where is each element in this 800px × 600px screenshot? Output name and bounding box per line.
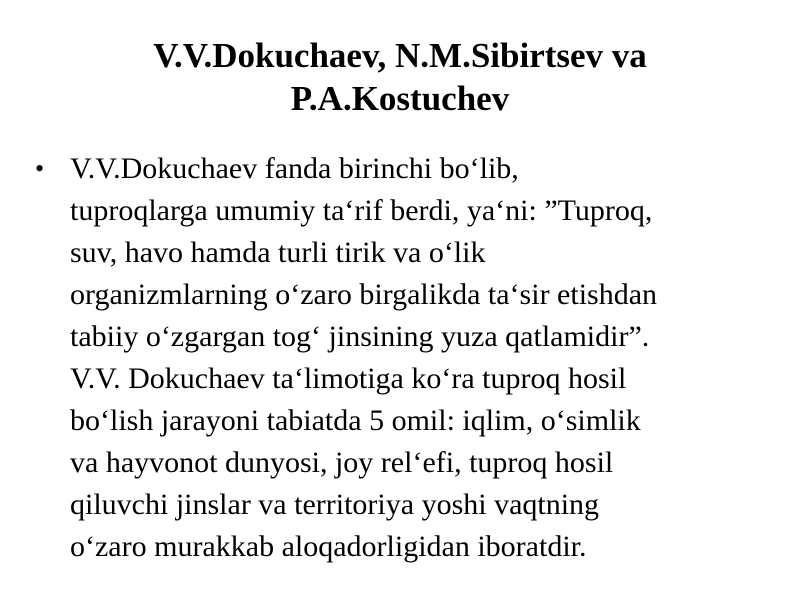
bullet-item [32, 148, 777, 568]
bullet-text [70, 148, 657, 568]
body-line-3: suv, havo hamda turli tirik va o‘lik [70, 236, 486, 269]
body-line-8: va hayvonot dunyosi, joy rel‘efi, tuproq hosil [70, 446, 614, 479]
title-line-1: V.V.Dokuchaev, N.M.Sibirtsev va [153, 36, 647, 75]
body-line-10: o‘zaro murakkab aloqadorligidan iboratdir. [70, 530, 587, 563]
body-line-2: tuproqlarga umumiy ta‘rif berdi, ya‘ni: ”Tuproq, [70, 194, 653, 227]
slide-body [32, 148, 777, 568]
body-line-4: organizmlarning o‘zaro birgalikda ta‘sir etishdan [70, 278, 658, 311]
body-line-5: tabiiy o‘zgargan tog‘ jinsining yuza qatlamidir”. [70, 320, 650, 353]
body-line-9: qiluvchi jinslar va territoriya yoshi vaqtning [70, 488, 600, 521]
bullet-icon: • [35, 154, 45, 183]
slide-title [40, 34, 760, 120]
body-line-1: V.V.Dokuchaev fanda birinchi bo‘lib, [70, 152, 519, 185]
body-line-7: bo‘lish jarayoni tabiatda 5 omil: iqlim, o‘simlik [70, 404, 641, 437]
body-line-6: V.V. Dokuchaev ta‘limotiga ko‘ra tuproq hosil [70, 362, 627, 395]
title-line-2: P.A.Kostuchev [290, 79, 510, 118]
